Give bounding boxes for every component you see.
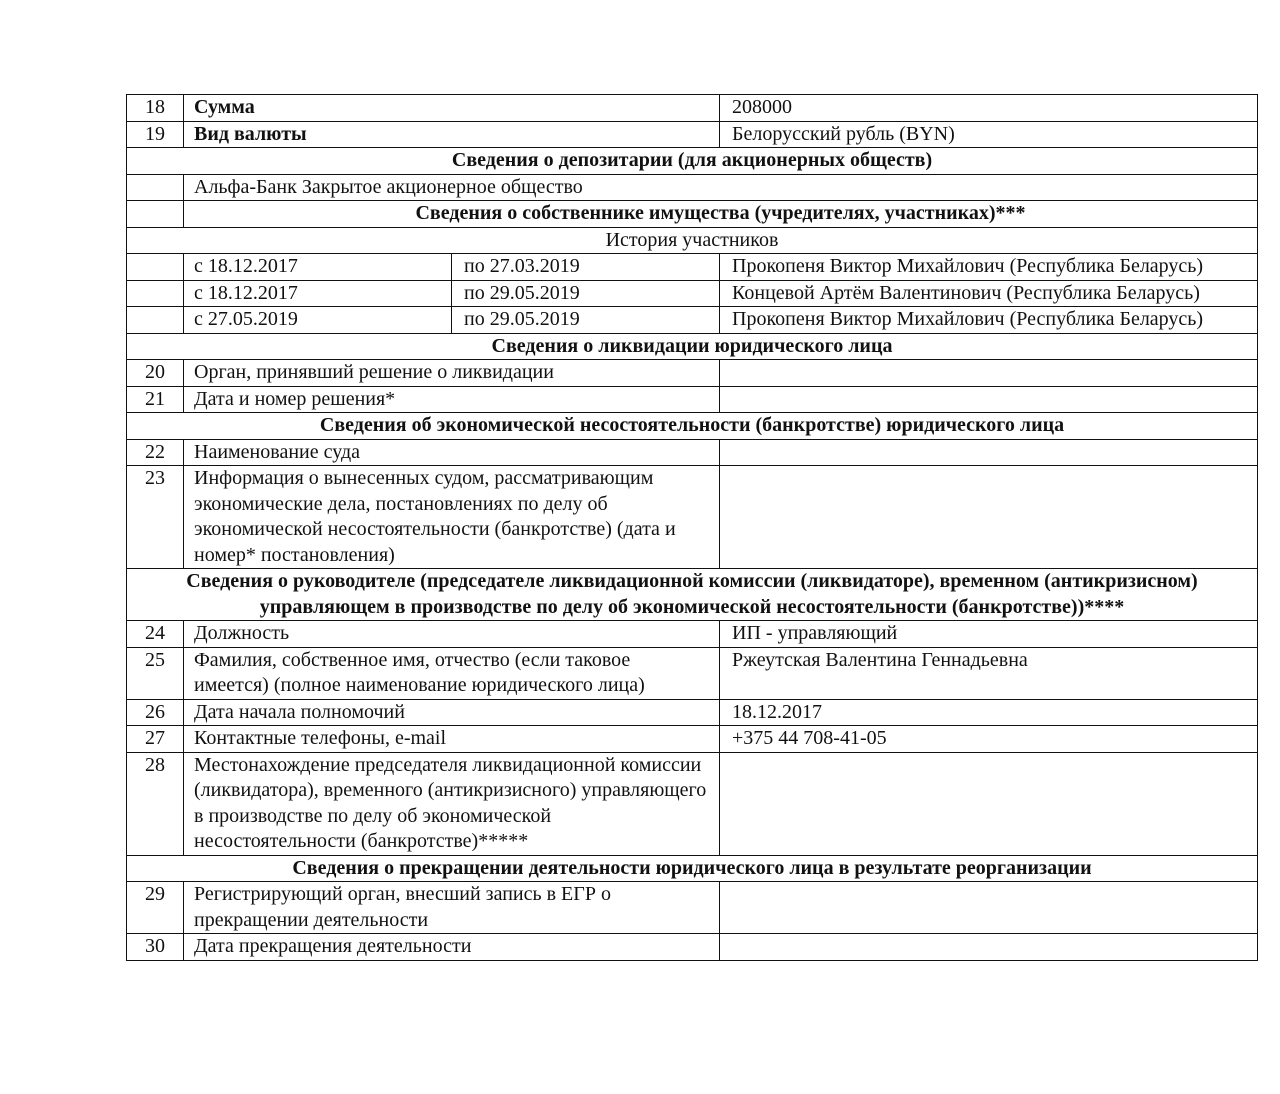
row-number: 21 [127, 386, 184, 413]
table-row [127, 882, 1258, 934]
row-number: 24 [127, 621, 184, 648]
table-row [127, 752, 1258, 855]
row-number: 30 [127, 934, 184, 961]
depositary-name: Альфа-Банк Закрытое акционерное общество [184, 174, 1258, 201]
field-label: Должность [184, 621, 720, 648]
table-row [127, 934, 1258, 961]
field-label: Дата и номер решения* [184, 386, 720, 413]
history-from-date: с 27.05.2019 [184, 307, 452, 334]
reorganization-section-title: Сведения о прекращении деятельности юридического лица в результате реорганизации [127, 855, 1258, 882]
row-number [127, 174, 184, 201]
history-participant: Концевой Артём Валентинович (Республика Беларусь) [720, 280, 1258, 307]
row-number: 22 [127, 439, 184, 466]
section-header-row [127, 148, 1258, 175]
bankruptcy-section-title: Сведения об экономической несостоятельности (банкротстве) юридического лица [127, 413, 1258, 440]
field-value [720, 466, 1258, 569]
row-number: 28 [127, 752, 184, 855]
section-header-row [127, 413, 1258, 440]
row-number [127, 307, 184, 334]
field-label: Местонахождение председателя ликвидационной комиссии (ликвидатора), временного (антикризисного) управляющего в производстве по делу об экономической несостоятельности (банкротстве)***** [184, 752, 720, 855]
field-value [720, 882, 1258, 934]
table-row [127, 174, 1258, 201]
table-row [127, 466, 1258, 569]
table-row [127, 621, 1258, 648]
row-number: 23 [127, 466, 184, 569]
history-to-date: по 29.05.2019 [452, 307, 720, 334]
table-row [127, 699, 1258, 726]
table-row [127, 439, 1258, 466]
depositary-section-title: Сведения о депозитарии (для акционерных обществ) [127, 148, 1258, 175]
field-value: Белорусский рубль (BYN) [720, 121, 1258, 148]
history-to-date: по 29.05.2019 [452, 280, 720, 307]
participants-history-title: История участников [127, 227, 1258, 254]
table-row [127, 95, 1258, 122]
field-value [720, 934, 1258, 961]
history-row [127, 254, 1258, 281]
field-value [720, 439, 1258, 466]
row-number: 26 [127, 699, 184, 726]
liquidation-section-title: Сведения о ликвидации юридического лица [127, 333, 1258, 360]
field-value [720, 752, 1258, 855]
history-participant: Прокопеня Виктор Михайлович (Республика Беларусь) [720, 307, 1258, 334]
section-header-row [127, 569, 1258, 621]
subheader-row [127, 227, 1258, 254]
table-row [127, 386, 1258, 413]
row-number: 19 [127, 121, 184, 148]
field-value: 18.12.2017 [720, 699, 1258, 726]
table-row [127, 121, 1258, 148]
field-label: Дата начала полномочий [184, 699, 720, 726]
field-label: Наименование суда [184, 439, 720, 466]
history-row [127, 307, 1258, 334]
registry-extract-table [126, 94, 1258, 961]
section-header-row [127, 201, 1258, 228]
owner-section-title: Сведения о собственнике имущества (учредителях, участниках)*** [184, 201, 1258, 228]
row-number [127, 280, 184, 307]
row-number: 25 [127, 647, 184, 699]
field-label: Орган, принявший решение о ликвидации [184, 360, 720, 387]
field-value [720, 386, 1258, 413]
field-value: +375 44 708-41-05 [720, 726, 1258, 753]
field-label: Вид валюты [184, 121, 720, 148]
table-row [127, 726, 1258, 753]
history-row [127, 280, 1258, 307]
section-header-row [127, 855, 1258, 882]
field-label: Контактные телефоны, e-mail [184, 726, 720, 753]
field-value: Ржеутская Валентина Геннадьевна [720, 647, 1258, 699]
history-from-date: с 18.12.2017 [184, 280, 452, 307]
field-value: ИП - управляющий [720, 621, 1258, 648]
section-header-row [127, 333, 1258, 360]
history-participant: Прокопеня Виктор Михайлович (Республика Беларусь) [720, 254, 1258, 281]
table-row [127, 360, 1258, 387]
history-to-date: по 27.03.2019 [452, 254, 720, 281]
row-number: 20 [127, 360, 184, 387]
field-value [720, 360, 1258, 387]
row-number [127, 254, 184, 281]
table-row [127, 647, 1258, 699]
row-number: 29 [127, 882, 184, 934]
field-label: Сумма [184, 95, 720, 122]
row-number: 27 [127, 726, 184, 753]
row-number: 18 [127, 95, 184, 122]
field-label: Информация о вынесенных судом, рассматривающим экономические дела, постановлениях по делу об экономической несостоятельности (банкротстве) (дата и номер* постановления) [184, 466, 720, 569]
field-value: 208000 [720, 95, 1258, 122]
field-label: Регистрирующий орган, внесший запись в ЕГР о прекращении деятельности [184, 882, 720, 934]
field-label: Дата прекращения деятельности [184, 934, 720, 961]
field-label: Фамилия, собственное имя, отчество (если таковое имеется) (полное наименование юридического лица) [184, 647, 720, 699]
history-from-date: с 18.12.2017 [184, 254, 452, 281]
row-number [127, 201, 184, 228]
manager-section-title: Сведения о руководителе (председателе ликвидационной комиссии (ликвидаторе), временном (антикризисном) управляющем в производстве по делу об экономической несостоятельности (банкротстве))**** [127, 569, 1258, 621]
